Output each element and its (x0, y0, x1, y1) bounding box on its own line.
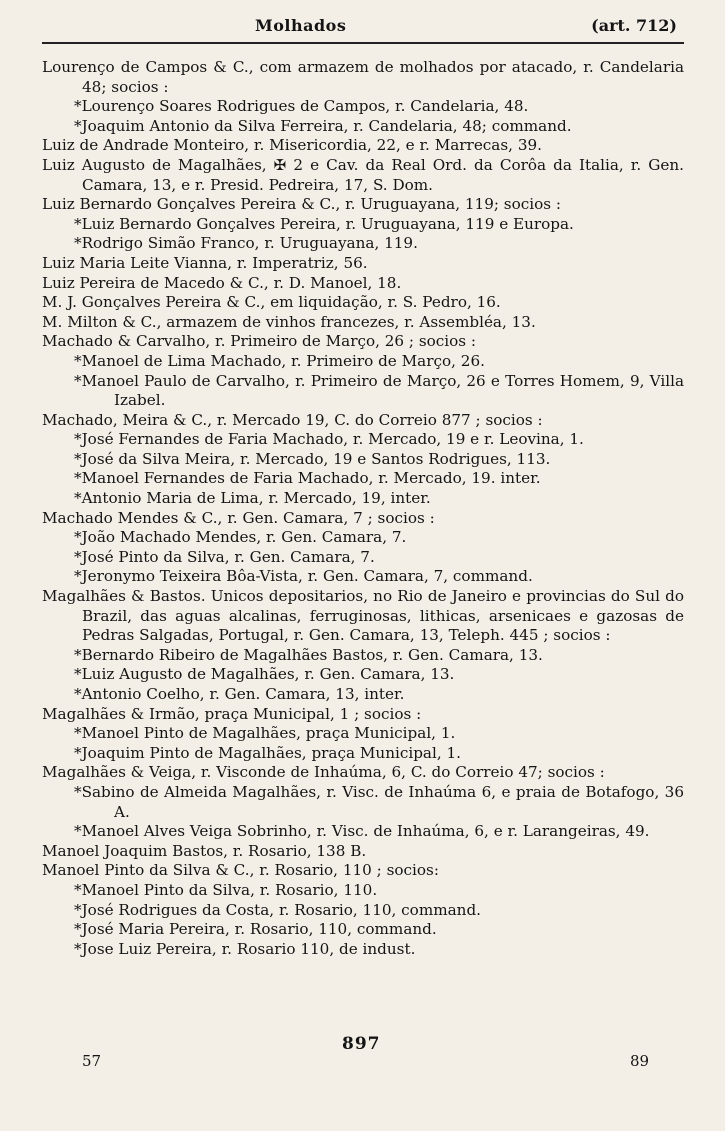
business-entry: Luiz Bernardo Gonçalves Pereira & C., r. Uruguayana, 119; socios : (42, 195, 561, 214)
partner-line: *Luiz Bernardo Gonçalves Pereira, r. Uruguayana, 119 e Europa. (74, 214, 574, 233)
footer-right-number: 89 (630, 1052, 650, 1070)
partner-line: *Antonio Maria de Lima, r. Mercado, 19, inter. (74, 489, 431, 508)
business-entry: Machado & Carvalho, r. Primeiro de Março, 26 ; socios : (42, 332, 477, 351)
business-entry: M. J. Gonçalves Pereira & C., em liquidação, r. S. Pedro, 16. (42, 293, 501, 312)
business-entry: Machado, Meira & C., r. Mercado 19, C. do Correio 877 ; socios : (42, 410, 543, 429)
partner-line: *José Pinto da Silva, r. Gen. Camara, 7. (74, 547, 375, 566)
partner-line: *José Fernandes de Faria Machado, r. Mercado, 19 e r. Leovina, 1. (74, 430, 584, 449)
partner-line: *Manoel Pinto de Magalhães, praça Municipal, 1. (74, 724, 456, 743)
business-entry: Luiz Pereira de Macedo & C., r. D. Manoel, 18. (42, 273, 402, 292)
page-number: 897 (342, 1034, 381, 1054)
partner-line: *Bernardo Ribeiro de Magalhães Bastos, r. Gen. Camara, 13. (74, 645, 543, 664)
partner-line: *Lourenço Soares Rodrigues de Campos, r. Candelaria, 48. (74, 97, 529, 116)
partner-line: *José Rodrigues da Costa, r. Rosario, 110, command. (74, 900, 482, 919)
partner-line: *Joaquim Antonio da Silva Ferreira, r. Candelaria, 48; command. (74, 116, 572, 135)
business-entry: Luiz Augusto de Magalhães, ✠ 2 e Cav. da Real Ord. da Corôa da Italia, r. Gen. Camara, 13, e r. Presid. Pedreira, 17, S. Dom. (42, 155, 684, 194)
business-entry: Machado Mendes & C., r. Gen. Camara, 7 ; socios : (42, 508, 435, 527)
article-number: (art. 712) (591, 16, 677, 35)
page-header (0, 14, 725, 40)
partner-line: *Luiz Augusto de Magalhães, r. Gen. Camara, 13. (74, 665, 455, 684)
business-entry: Luiz de Andrade Monteiro, r. Misericordia, 22, e r. Marrecas, 39. (42, 136, 542, 155)
partner-line: *Antonio Coelho, r. Gen. Camara, 13, inter. (74, 685, 405, 703)
business-entry: Magalhães & Veiga, r. Visconde de Inhaúma, 6, C. do Correio 47; socios : (42, 763, 605, 782)
footer-left-number: 57 (82, 1052, 102, 1070)
directory-listing (42, 58, 684, 959)
partner-line: *Manoel Alves Veiga Sobrinho, r. Visc. de Inhaúma, 6, e r. Larangeiras, 49. (74, 822, 650, 841)
business-entry: Luiz Maria Leite Vianna, r. Imperatriz, 56. (42, 253, 368, 272)
business-entry: Magalhães & Bastos. Unicos depositarios, no Rio de Janeiro e provincias do Sul do Brazil, das aguas alcalinas, ferruginosas, lithicas, arsenicaes e gazosas de Pedras Salgadas, Portugal, r. Gen. Camara, 13, Teleph. 445 ; socios : (42, 587, 684, 645)
partner-line: *Manoel de Lima Machado, r. Primeiro de Março, 26. (74, 351, 485, 370)
partner-line: *João Machado Mendes, r. Gen. Camara, 7. (74, 528, 407, 547)
partner-line: *José da Silva Meira, r. Mercado, 19 e Santos Rodrigues, 113. (74, 449, 551, 468)
partner-line: *Jeronymo Teixeira Bôa-Vista, r. Gen. Camara, 7, command. (74, 567, 533, 586)
partner-line: *Manoel Pinto da Silva, r. Rosario, 110. (74, 880, 378, 899)
header-rule (42, 42, 684, 44)
section-title: Molhados (255, 16, 347, 35)
partner-line: *Manoel Fernandes de Faria Machado, r. Mercado, 19. inter. (74, 469, 541, 488)
partner-line: *Sabino de Almeida Magalhães, r. Visc. de Inhaúma 6, e praia de Botafogo, 36 A. (74, 782, 684, 821)
business-entry: Magalhães & Irmão, praça Municipal, 1 ; socios : (42, 704, 422, 723)
partner-line: *Rodrigo Simão Franco, r. Uruguayana, 119. (74, 234, 418, 253)
partner-line: *José Maria Pereira, r. Rosario, 110, command. (74, 920, 437, 939)
business-entry: M. Milton & C., armazem de vinhos francezes, r. Assembléa, 13. (42, 312, 536, 331)
partner-line: *Jose Luiz Pereira, r. Rosario 110, de indust. (74, 939, 416, 958)
business-entry: Manoel Joaquim Bastos, r. Rosario, 138 B. (42, 841, 367, 860)
partner-line: *Manoel Paulo de Carvalho, r. Primeiro de Março, 26 e Torres Homem, 9, Villa Izabel. (74, 371, 684, 410)
business-entry: Lourenço de Campos & C., com armazem de molhados por atacado, r. Candelaria 48; socios : (42, 58, 684, 96)
business-entry: Manoel Pinto da Silva & C., r. Rosario, 110 ; socios: (42, 861, 439, 880)
partner-line: *Joaquim Pinto de Magalhães, praça Municipal, 1. (74, 743, 461, 762)
